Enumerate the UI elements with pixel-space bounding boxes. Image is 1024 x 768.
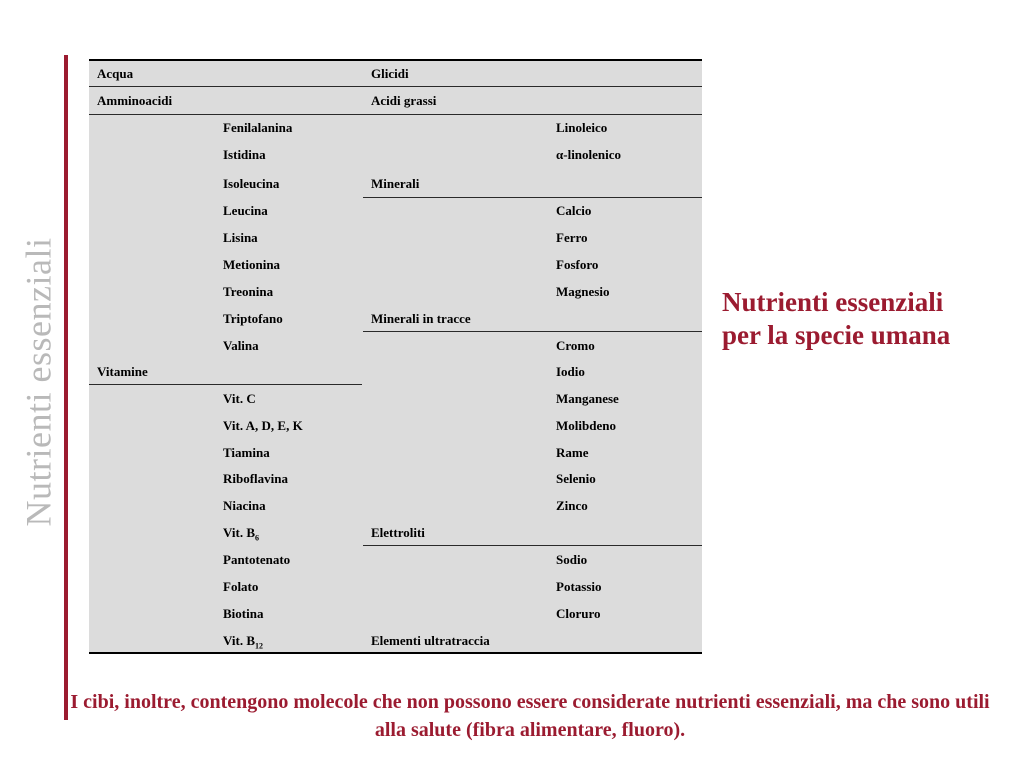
vit-b12-sub: 12 [255, 641, 264, 651]
cell-minerali-in-tracce: Minerali in tracce [371, 311, 471, 326]
vitamin-item: Biotina [223, 606, 264, 621]
table-rule [363, 545, 702, 546]
trace-item: Manganese [556, 391, 619, 406]
vit-b12-text: Vit. B [223, 633, 256, 648]
nutrients-table [89, 59, 702, 654]
table-rule [89, 384, 362, 385]
trace-item: Cromo [556, 338, 595, 353]
trace-item: Molibdeno [556, 418, 616, 433]
vitamin-item: Riboflavina [223, 471, 289, 486]
vit-b6-sub: 6 [255, 533, 260, 543]
side-title-text: Nutrienti essenziali [18, 237, 59, 527]
vitamin-item: Pantotenato [223, 552, 291, 567]
trace-item: Zinco [556, 498, 588, 513]
bottom-note: I cibi, inoltre, contengono molecole che non possono essere considerate nutrienti essenziali, ma che sono utili alla salute (fibra alimentare, fluoro). [70, 691, 990, 741]
mineral-item: Calcio [556, 203, 592, 218]
mineral-item: Magnesio [556, 284, 610, 299]
amino-acid-item: Istidina [223, 147, 266, 162]
trace-item: Iodio [556, 364, 585, 379]
table-rule [89, 114, 702, 115]
table-rule [363, 197, 702, 198]
electrolyte-item: Sodio [556, 552, 588, 567]
cell-acidi-grassi: Acidi grassi [371, 93, 437, 108]
slide-title: Nutrienti essenziali per la specie umana [722, 287, 951, 350]
electrolyte-item: Cloruro [556, 606, 601, 621]
vitamin-item: Vit. C [223, 391, 256, 406]
amino-acid-item: Leucina [223, 203, 268, 218]
table-rule [89, 86, 702, 87]
vitamin-item: Folato [223, 579, 259, 594]
amino-acid-item: Isoleucina [223, 176, 280, 191]
fatty-acid-item: α-linolenico [556, 147, 622, 162]
side-rule [64, 55, 68, 720]
cell-elettroliti: Elettroliti [371, 525, 425, 540]
amino-acid-item: Fenilalanina [223, 120, 293, 135]
vitamin-item: Tiamina [223, 445, 270, 460]
vitamin-item: Vit. A, D, E, K [223, 418, 303, 433]
amino-acid-item: Triptofano [223, 311, 283, 326]
amino-acid-item: Treonina [223, 284, 274, 299]
cell-acqua: Acqua [97, 66, 134, 81]
vitamin-item: Niacina [223, 498, 266, 513]
amino-acid-item: Lisina [223, 230, 258, 245]
vit-b6-text: Vit. B [223, 525, 256, 540]
trace-item: Selenio [556, 471, 596, 486]
cell-minerali: Minerali [371, 176, 420, 191]
cell-vitamine: Vitamine [97, 364, 148, 379]
amino-acid-item: Metionina [223, 257, 281, 272]
mineral-item: Ferro [556, 230, 588, 245]
cell-glicidi: Glicidi [371, 66, 409, 81]
trace-item: Rame [556, 445, 589, 460]
mineral-item: Fosforo [556, 257, 599, 272]
cell-amminoacidi: Amminoacidi [97, 93, 173, 108]
table-rule [363, 331, 702, 332]
side-title [14, 62, 62, 702]
cell-elementi-ultratraccia: Elementi ultratraccia [371, 633, 490, 648]
fatty-acid-item: Linoleico [556, 120, 608, 135]
electrolyte-item: Potassio [556, 579, 602, 594]
vitamin-item-b6 [223, 525, 259, 541]
vitamin-item-b12 [223, 633, 263, 649]
table-top-rule [89, 59, 702, 61]
table-bottom-rule [89, 652, 702, 654]
amino-acid-item: Valina [223, 338, 259, 353]
